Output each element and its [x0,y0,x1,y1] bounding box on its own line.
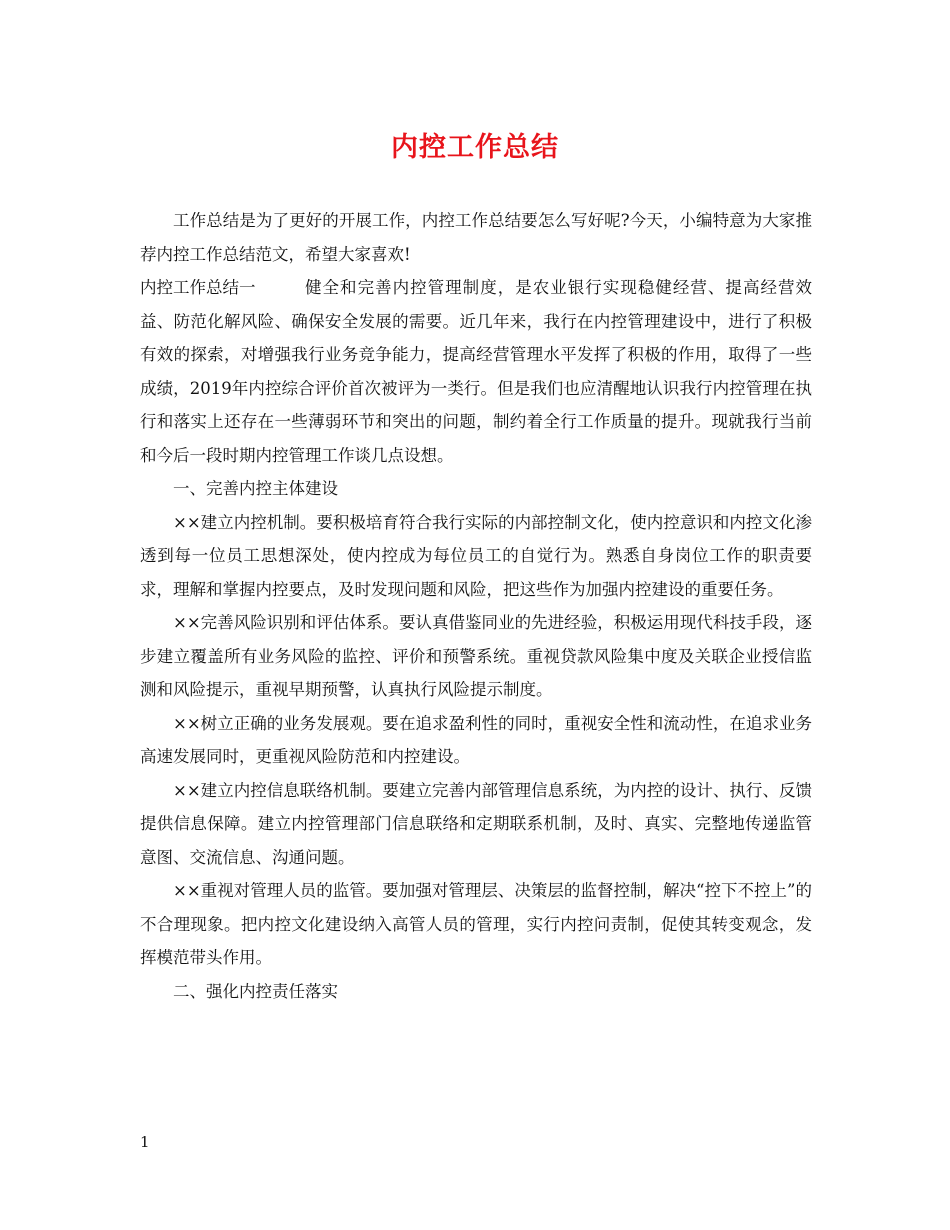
heading-two: 二、强化内控责任落实 [173,981,338,1001]
document-title: 内控工作总结 [391,132,559,163]
section-intro-text: 健全和完善内控管理制度，是农业银行实现稳健经营、提高经营效益、防范化解风险、确保安全发展的需要。近几年来，我行在内控管理建设中，进行了积极有效的探索，对增强我行业务竞争能力，提高经营管理水平发挥了积极的作用，取得了一些成绩，2019年内控综合评价首次被评为一类行。但是我们也应清醒地认识我行内控管理在执行和落实上还存在一些薄弱环节和突出的问题，制约着全行工作质量的提升。现就我行当前和今后一段时期内控管理工作谈几点设想。 [140,278,812,465]
heading-one: 一、完善内控主体建设 [173,479,338,498]
page-number: 1 [140,1133,150,1151]
document-body [140,204,812,1008]
paragraph-risk-assessment: ××完善风险识别和评估体系。要认真借鉴同业的先进经验，积极运用现代科技手段，逐步建立覆盖所有业务风险的监控、评价和预警系统。重视贷款风险集中度及关联企业授信监测和风险提示，重视早期预警，认真执行风险提示制度。 [140,613,812,699]
paragraph-development-view: ××树立正确的业务发展观。要在追求盈利性的同时，重视安全性和流动性，在追求业务高速发展同时，更重视风险防范和内控建设。 [140,713,812,766]
intro-paragraph: 工作总结是为了更好的开展工作，内控工作总结要怎么写好呢?今天，小编特意为大家推荐内控工作总结范文，希望大家喜欢! [140,211,812,264]
paragraph-build-mechanism: ××建立内控机制。要积极培育符合我行实际的内部控制文化，使内控意识和内控文化渗透到每一位员工思想深处，使内控成为每位员工的自觉行为。熟悉自身岗位工作的职责要求，理解和掌握内控要点，及时发现问题和风险，把这些作为加强内控建设的重要任务。 [140,512,812,599]
section-paragraph [140,271,812,472]
paragraph-management-supervision: ××重视对管理人员的监管。要加强对管理层、决策层的监督控制，解决“控下不控上”的不合理现象。把内控文化建设纳入高管人员的管理，实行内控问责制，促使其转变观念，发挥模范带头作用。 [140,881,812,967]
section-heading: 内控工作总结一 [140,278,256,297]
paragraph-information-liaison: ××建立内控信息联络机制。要建立完善内部管理信息系统，为内控的设计、执行、反馈提供信息保障。建立内控管理部门信息联络和定期联系机制，及时、真实、完整地传递监管意图、交流信息、沟通问题。 [140,780,812,867]
